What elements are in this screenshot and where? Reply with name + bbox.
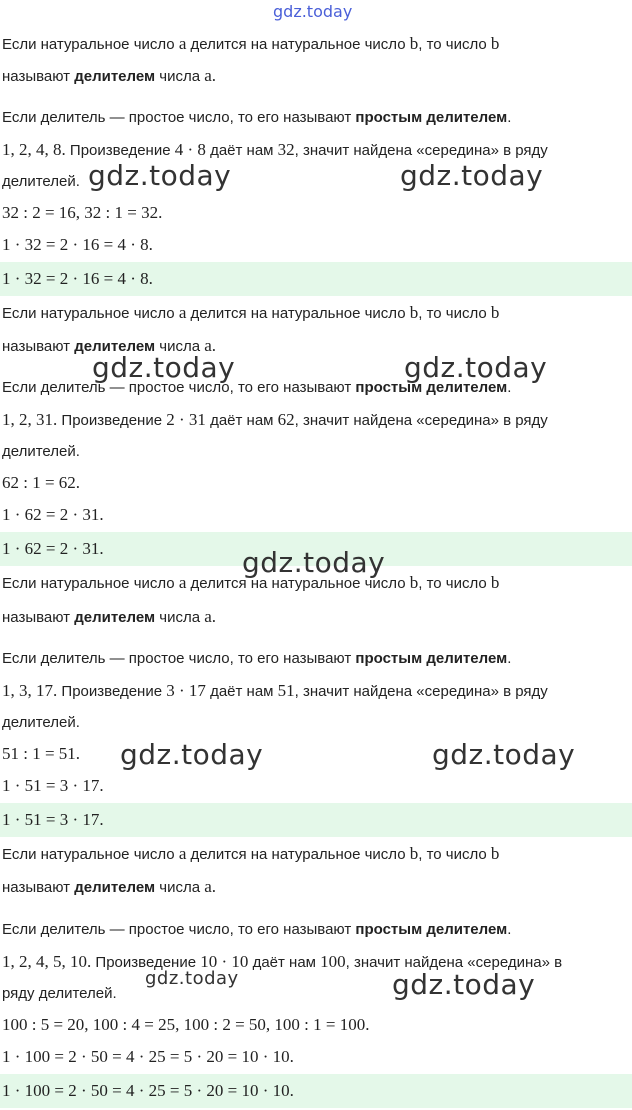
text: делится на натуральное число: [186, 575, 410, 592]
text: даёт нам: [205, 412, 278, 429]
watermark: gdz.today: [145, 968, 239, 989]
math-expr: 1, 2, 4, 5, 10.: [2, 952, 92, 971]
bold-term: простым делителем: [355, 379, 508, 396]
product-line: [0, 680, 632, 703]
answer-line: 1 · 32 = 2 · 16 = 4 · 8.: [0, 262, 632, 296]
math-expr: 1, 3, 17.: [2, 681, 58, 700]
math-expr: 1, 2, 4, 8.: [2, 140, 66, 159]
definition-line: Если делитель — простое число, то его называют простым делителем.: [2, 379, 512, 396]
product-line-cont: делителей.: [2, 714, 80, 731]
watermark: gdz.today: [92, 351, 236, 384]
definition-line: [0, 606, 632, 629]
text: даёт нам: [205, 142, 278, 159]
text: , то число: [418, 36, 491, 53]
math-var: b: [409, 303, 419, 322]
text: Произведение: [57, 412, 167, 429]
calc-line: 51 : 1 = 51.: [2, 744, 81, 763]
text: , значит найдена «середина» в ряду: [294, 412, 548, 429]
product-line: [0, 951, 632, 974]
watermark: gdz.today: [400, 159, 544, 192]
math-var: a.: [204, 336, 217, 355]
bold-term: делителем: [74, 338, 156, 355]
answer-line: 1 · 62 = 2 · 31.: [0, 532, 632, 566]
bold-term: делителем: [74, 879, 156, 896]
math-expr: 4 · 8: [174, 140, 206, 159]
bold-term: делителем: [74, 68, 156, 85]
watermark-top: gdz.today: [273, 2, 353, 21]
math-var: a: [178, 844, 187, 863]
text: , то число: [418, 305, 491, 322]
text: Если делитель — простое число, то его называют: [2, 921, 356, 938]
answer-line: 1 · 100 = 2 · 50 = 4 · 25 = 5 · 20 = 10 · 10.: [0, 1074, 632, 1108]
text: Если делитель — простое число, то его называют: [2, 109, 356, 126]
bold-term: простым делителем: [355, 109, 508, 126]
math-var: b: [409, 844, 419, 863]
text: называют: [2, 609, 75, 626]
text: Если делитель — простое число, то его называют: [2, 379, 356, 396]
calc-line: 100 : 5 = 20, 100 : 4 = 25, 100 : 2 = 50, 100 : 1 = 100.: [2, 1015, 370, 1034]
text: Произведение: [65, 142, 175, 159]
calc-line: 1 · 32 = 2 · 16 = 4 · 8.: [2, 235, 153, 254]
bold-term: делителем: [74, 609, 156, 626]
calc-line: 62 : 1 = 62.: [2, 473, 81, 492]
definition-line: Если делитель — простое число, то его называют простым делителем.: [2, 650, 512, 667]
math-expr: 32: [277, 140, 295, 159]
text: числа: [155, 879, 205, 896]
math-expr: 51: [277, 681, 295, 700]
math-var: a: [178, 34, 187, 53]
text: , то число: [418, 575, 491, 592]
answer-line: 1 · 51 = 3 · 17.: [0, 803, 632, 837]
math-expr: 62: [277, 410, 295, 429]
watermark: gdz.today: [432, 738, 576, 771]
math-expr: 2 · 31: [166, 410, 206, 429]
text: Произведение: [57, 683, 167, 700]
watermark: gdz.today: [392, 968, 536, 1001]
text: , значит найдена «середина» в ряду: [294, 683, 548, 700]
watermark: gdz.today: [120, 738, 264, 771]
text: называют: [2, 879, 75, 896]
definition-line: [0, 302, 632, 325]
bold-term: простым делителем: [355, 650, 508, 667]
definition-line: Если делитель — простое число, то его называют простым делителем.: [2, 921, 512, 938]
product-line-cont: делителей.: [2, 173, 80, 190]
text: называют: [2, 338, 75, 355]
text: делится на натуральное число: [186, 36, 410, 53]
math-expr: 100: [320, 952, 346, 971]
text: Если натуральное число: [2, 36, 179, 53]
math-var: a: [178, 573, 187, 592]
math-var: b: [490, 303, 500, 322]
bold-term: простым делителем: [355, 921, 508, 938]
calc-line: 1 · 100 = 2 · 50 = 4 · 25 = 5 · 20 = 10 · 10.: [2, 1047, 294, 1066]
watermark: gdz.today: [242, 546, 386, 579]
math-expr: 1, 2, 31.: [2, 410, 58, 429]
math-var: a.: [204, 607, 217, 626]
definition-line: [0, 65, 632, 88]
definition-line: [0, 33, 632, 56]
calc-line: 1 · 51 = 3 · 17.: [2, 776, 104, 795]
math-var: b: [490, 34, 500, 53]
text: числа: [155, 338, 205, 355]
calc-line: 1 · 62 = 2 · 31.: [2, 505, 104, 524]
text: числа: [155, 68, 205, 85]
watermark: gdz.today: [404, 351, 548, 384]
definition-line: [0, 843, 632, 866]
math-var: a.: [204, 877, 217, 896]
definition-line: [0, 876, 632, 899]
product-line-cont: ряду делителей.: [2, 985, 117, 1002]
math-var: b: [490, 573, 500, 592]
text: числа: [155, 609, 205, 626]
text: , то число: [418, 846, 491, 863]
calc-line: 32 : 2 = 16, 32 : 1 = 32.: [2, 203, 163, 222]
text: Произведение: [91, 954, 201, 971]
text: Если натуральное число: [2, 575, 179, 592]
text: Если натуральное число: [2, 846, 179, 863]
text: называют: [2, 68, 75, 85]
text: даёт нам: [248, 954, 321, 971]
text: Если натуральное число: [2, 305, 179, 322]
math-var: a.: [204, 66, 217, 85]
product-line: [0, 409, 632, 432]
math-expr: 3 · 17: [166, 681, 206, 700]
text: делится на натуральное число: [186, 305, 410, 322]
product-line-cont: делителей.: [2, 443, 80, 460]
text: , значит найдена «середина» в: [345, 954, 563, 971]
text: , значит найдена «середина» в ряду: [294, 142, 548, 159]
watermark: gdz.today: [88, 159, 232, 192]
math-var: b: [490, 844, 500, 863]
text: делится на натуральное число: [186, 846, 410, 863]
math-var: a: [178, 303, 187, 322]
text: даёт нам: [205, 683, 278, 700]
text: Если делитель — простое число, то его называют: [2, 650, 356, 667]
math-expr: 10 · 10: [200, 952, 249, 971]
definition-line: Если делитель — простое число, то его называют простым делителем.: [2, 109, 512, 126]
math-var: b: [409, 573, 419, 592]
math-var: b: [409, 34, 419, 53]
